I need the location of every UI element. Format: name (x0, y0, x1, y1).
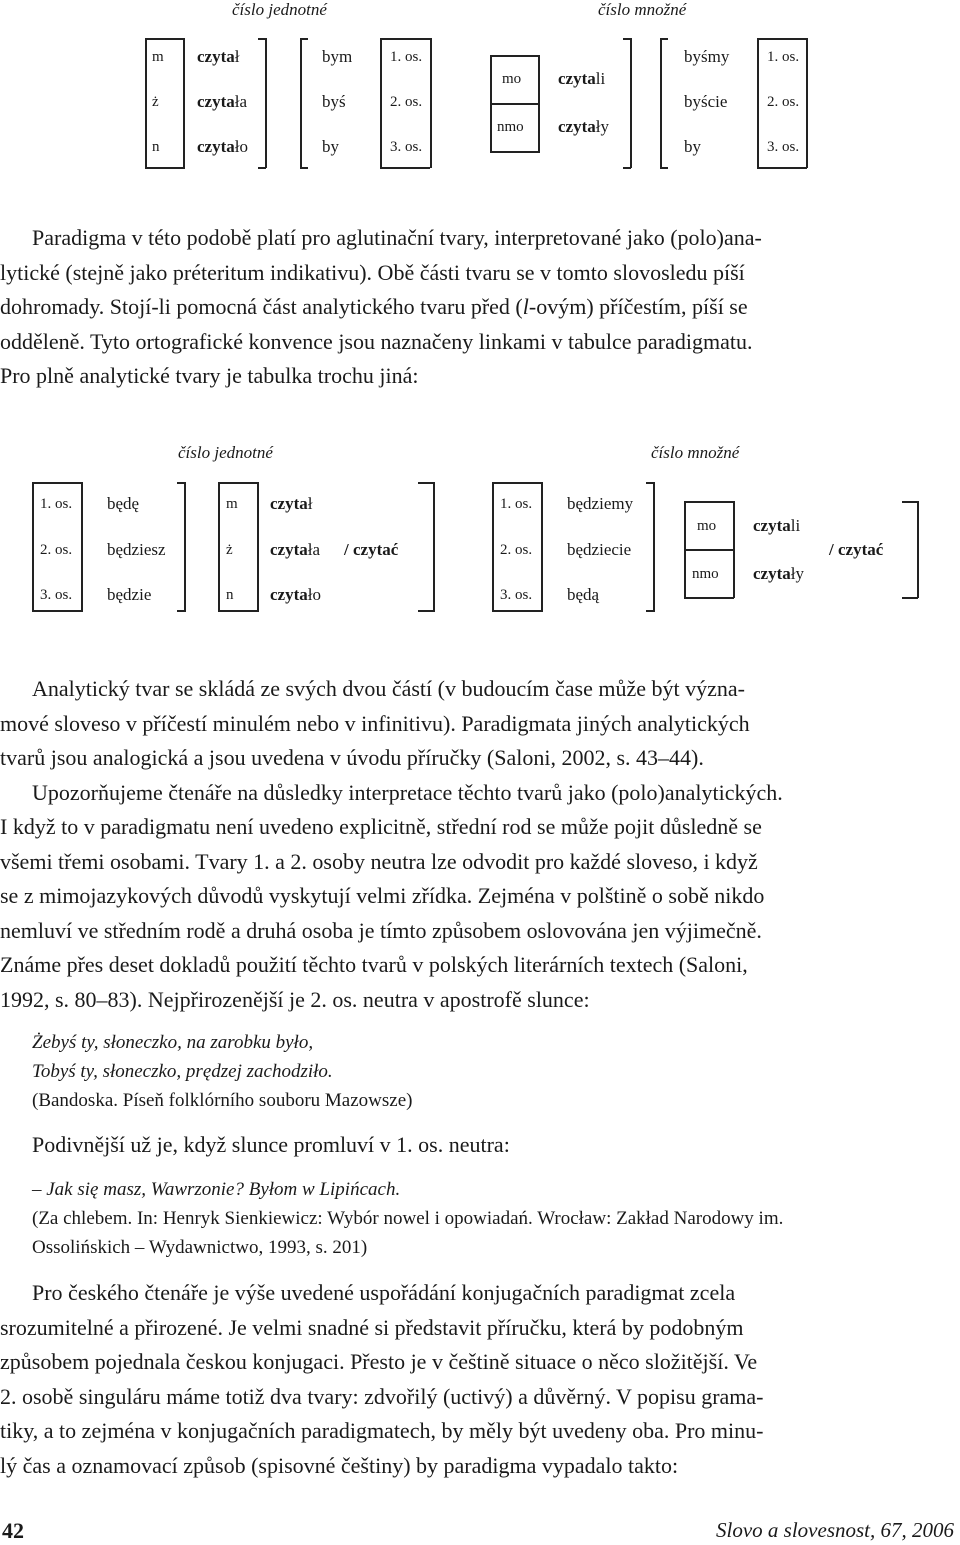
t2-pl-g-0: mo (697, 518, 717, 534)
t1-sg-form-2: czytało (197, 137, 248, 156)
p1-line-4: Pro plně analytické tvary je tabulka trochu jiná: (0, 363, 419, 388)
quote1-line-0: Żebyś ty, słoneczko, na zarobku było, (32, 1032, 314, 1053)
p4-line-1: srozumitelné a přirozené. Je velmi snadné si představit příručku, která by podobným (0, 1314, 744, 1340)
t1-sg-form-0: czytał (197, 47, 240, 66)
t2-sg-os-2: 3. os. (40, 587, 73, 603)
p2-line-6: se z mimojazykových důvodů vyskytují velmi zřídka. Zejména v polštině o sobě nikdo (0, 883, 765, 908)
paragraph-1 (0, 221, 960, 394)
t1-sg-aux-1: byś (322, 92, 346, 111)
p1-line-3: odděleně. Tyto ortografické konvence jsou naznačeny linkami v tabulce paradigmatu. (0, 328, 753, 354)
t2-sg-form-0: czytał (270, 494, 313, 513)
p2-line-1: mové sloveso v příčestí minulém nebo v infinitivu). Paradigmata jiných analytických (0, 710, 750, 736)
p2-line-2: tvarů jsou analogická a jsou uvedena v úvodu příručky (Saloni, 2002, s. 43–44). (0, 745, 704, 770)
t2-sg-os-0: 1. os. (40, 496, 73, 512)
t1-sg-os-1: 2. os. (390, 94, 423, 110)
quote1-line-1: Tobyś ty, słoneczko, prędzej zachodziło. (32, 1061, 333, 1082)
p4-line-4: tiky, a to zejména v konjugačních paradigmatech, by měly být uvedeny oba. Pro minu- (0, 1418, 764, 1443)
table2-sg-caption: číslo jednotné (178, 443, 273, 462)
p1-line-1: lytické (stejně jako préteritum indikativu). Obě části tvaru se v tomto slovosledu píší (0, 259, 745, 285)
t1-sg-aux-2: by (322, 137, 339, 156)
journal-citation: Slovo a slovesnost, 67, 2006 (716, 1518, 954, 1542)
quote-2 (32, 1175, 783, 1262)
t2-sg-aux-1: będziesz (107, 540, 166, 559)
t2-pl-form-1: czytały (753, 564, 804, 583)
t1-pl-aux-2: by (684, 137, 701, 156)
t2-pl-form-0: czytali (753, 516, 801, 535)
p4-line-0: Pro českého čtenáře je výše uvedené uspořádání konjugačních paradigmat zcela (32, 1280, 736, 1305)
t2-sg-aux-0: będę (107, 494, 140, 513)
p4-line-2: způsobem pojednala českou konjugaci. Přesto je v češtině situace o něco složitější. Ve (0, 1349, 758, 1374)
t2-pl-aux-0: będziemy (567, 494, 634, 513)
t1-sg-os-2: 3. os. (390, 139, 423, 155)
t2-pl-g-1: nmo (692, 566, 719, 582)
t2-sg-aux-2: będzie (107, 585, 152, 604)
table1-sg-caption: číslo jednotné (232, 0, 327, 19)
t1-sg-g-0: m (152, 49, 164, 65)
t1-sg-g-2: n (152, 139, 160, 155)
page-number: 42 (2, 1518, 24, 1543)
p2-line-8: Známe přes deset dokladů použití těchto tvarů v polských literárních textech (Saloni, (0, 952, 748, 977)
t2-sg-os-1: 2. os. (40, 542, 73, 558)
t1-pl-form-1: czytały (558, 117, 609, 136)
table1-pl-caption: číslo množné (598, 0, 687, 19)
t1-sg-g-1: ż (152, 94, 159, 110)
p2-line-3: Upozorňujeme čtenáře na důsledky interpretace těchto tvarů jako (polo)analytických. (32, 779, 783, 805)
p1-line-2: dohromady. Stojí-li pomocná část analytického tvaru před (l-ovým) příčestím, píší se (0, 294, 748, 319)
t2-sg-g-1: ż (226, 542, 233, 558)
t2-pl-infinitive: / czytać (829, 540, 884, 559)
t2-sg-form-1: czytała (270, 540, 321, 559)
t1-pl-os-0: 1. os. (767, 49, 800, 65)
t1-sg-aux-0: bym (322, 47, 353, 66)
t2-pl-aux-1: będziecie (567, 540, 632, 559)
t1-sg-form-1: czytała (197, 92, 248, 111)
p2-line-9: 1992, s. 80–83). Nejpřirozenější je 2. os. neutra v apostrofě slunce: (0, 986, 590, 1012)
t1-sg-os-0: 1. os. (390, 49, 423, 65)
t2-pl-os-1: 2. os. (500, 542, 533, 558)
p2-line-0: Analytický tvar se skládá ze svých dvou částí (v budoucím čase může být význa- (32, 676, 745, 701)
t2-sg-infinitive: / czytać (344, 540, 399, 559)
t2-pl-os-2: 3. os. (500, 587, 533, 603)
paragraph-3 (0, 1128, 960, 1163)
t2-sg-form-2: czytało (270, 585, 321, 604)
p4-line-3: 2. osobě singuláru máme totiž dva tvary: zdvořilý (uctivý) a důvěrný. V popisu grama- (0, 1383, 764, 1409)
p2-line-7: nemluví ve středním rodě a druhá osoba je tímto způsobem oslovována jen výjimečně. (0, 917, 762, 943)
quote-1 (32, 1028, 412, 1115)
t1-pl-aux-1: byście (684, 92, 728, 111)
paragraph-2 (0, 672, 960, 1017)
t1-pl-os-2: 3. os. (767, 139, 800, 155)
t1-pl-g-1: nmo (497, 119, 524, 135)
quote2-source-1: Ossolińskich – Wydawnictwo, 1993, s. 201) (32, 1237, 368, 1258)
p2-line-4: I když to v paradigmatu není uvedeno explicitně, střední rod se může pojit důsledně se (0, 814, 762, 839)
t1-pl-g-0: mo (502, 71, 522, 87)
quote2-line-0: – Jak się masz, Wawrzonie? Byłom w Lipińcach. (32, 1179, 401, 1200)
paragraph-4 (0, 1276, 960, 1483)
quote2-source-0: (Za chlebem. In: Henryk Sienkiewicz: Wybór nowel i opowiadań. Wrocław: Zakład Narodowy im. (32, 1208, 784, 1229)
p4-line-5: lý čas a oznamovací způsob (spisovné češtiny) by paradigma vypadalo takto: (0, 1452, 679, 1478)
t2-sg-g-2: n (226, 587, 234, 603)
t2-pl-os-0: 1. os. (500, 496, 533, 512)
p1-line-0: Paradigma v této podobě platí pro aglutinační tvary, interpretované jako (polo)ana- (32, 225, 762, 250)
quote1-source: (Bandoska. Píseň folklórního souboru Mazowsze) (32, 1090, 413, 1111)
p3-line-0: Podivnější už je, když slunce promluví v 1. os. neutra: (32, 1132, 510, 1157)
t2-sg-g-0: m (226, 496, 238, 512)
t2-pl-aux-2: będą (567, 585, 600, 604)
t1-pl-aux-0: byśmy (684, 47, 730, 66)
table2-pl-caption: číslo množné (651, 443, 740, 462)
t1-pl-os-1: 2. os. (767, 94, 800, 110)
t1-pl-form-0: czytali (558, 69, 606, 88)
p2-line-5: všemi třemi osobami. Tvary 1. a 2. osoby neutra lze odvodit pro každé sloveso, i když (0, 848, 758, 874)
